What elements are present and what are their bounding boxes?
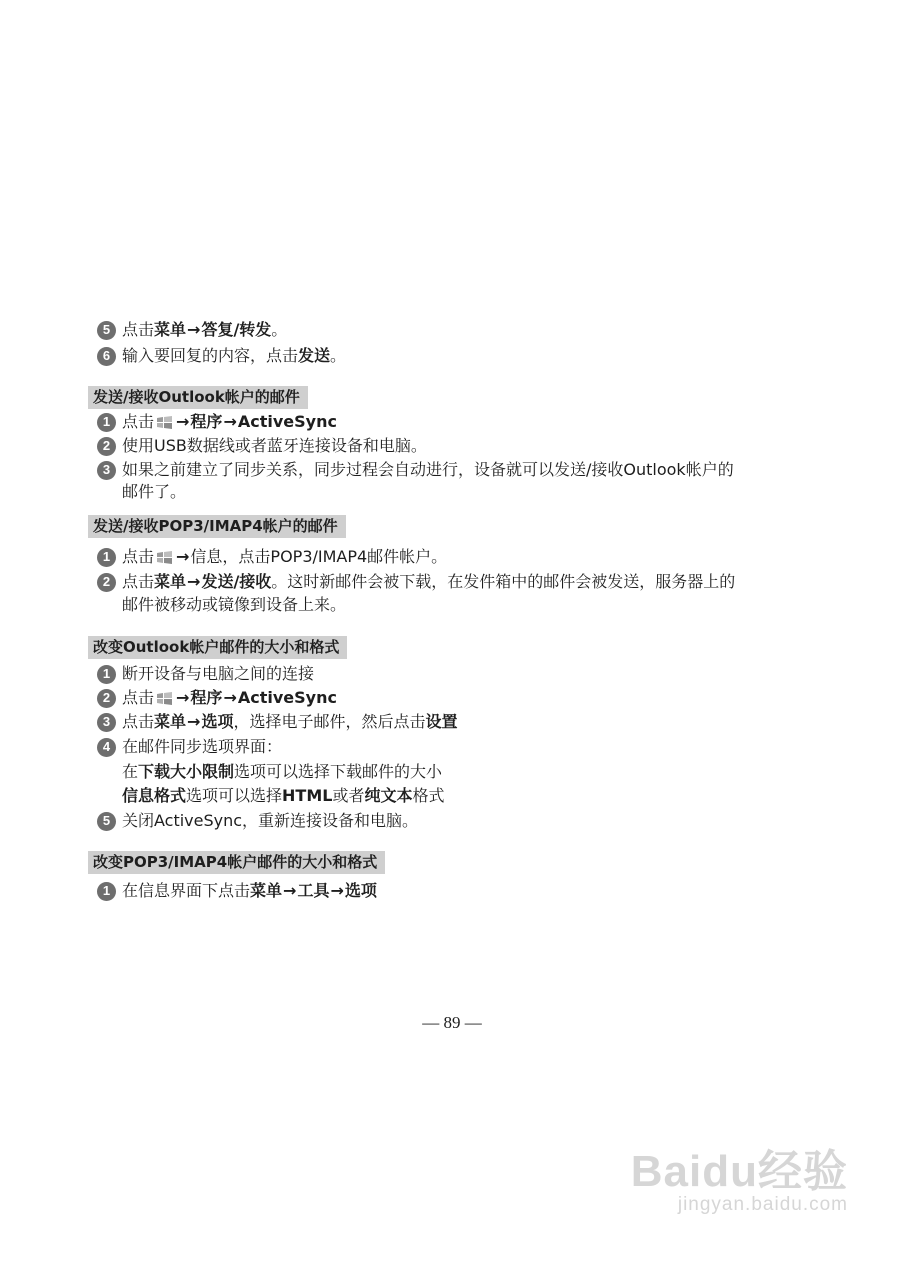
- step-badge: 2: [97, 573, 116, 592]
- step-badge: 3: [97, 461, 116, 480]
- menu-term: 选项: [201, 712, 234, 731]
- menu-term: 菜单: [154, 572, 187, 591]
- outlook-sync-step-3: [97, 459, 734, 481]
- baidu-jingyan-logo: Baidu经验: [630, 1147, 848, 1196]
- outlook-sync-step-2: [97, 435, 427, 457]
- pop3-step-1: [97, 546, 447, 568]
- menu-term: 菜单: [154, 712, 187, 731]
- step-badge: 3: [97, 713, 116, 732]
- step-text: 。: [271, 320, 288, 339]
- step-text: 使用USB数据线或者蓝牙连接设备和电脑。: [122, 436, 427, 455]
- arrow-icon: →: [176, 688, 190, 707]
- step-text: 点击: [122, 572, 155, 591]
- menu-term: ActiveSync: [237, 688, 337, 707]
- option-term: HTML: [282, 786, 333, 805]
- menu-term: 设置: [425, 712, 458, 731]
- step-text: 在: [122, 762, 139, 781]
- step-text: 点击: [122, 712, 155, 731]
- pop3-step-2-cont: 邮件被移动或镜像到设备上来。: [122, 595, 347, 614]
- outlook-sync-step-1: [97, 411, 337, 433]
- step-text: 断开设备与电脑之间的连接: [122, 664, 315, 683]
- step-text: 在信息界面下点击: [122, 881, 251, 900]
- step-text: 信息，点击POP3/IMAP4邮件帐户。: [190, 547, 448, 566]
- watermark-url: jingyan.baidu.com: [677, 1194, 848, 1215]
- outlook-size-sub-1: [122, 761, 442, 783]
- arrow-icon: →: [187, 572, 201, 591]
- pop3-size-step-1: [97, 880, 377, 902]
- menu-term: 选项: [344, 881, 377, 900]
- outlook-size-step-4: [97, 736, 282, 758]
- menu-term: ActiveSync: [237, 412, 337, 431]
- step-text: 选项可以选择: [186, 786, 283, 805]
- step-text: 点击: [122, 412, 155, 431]
- step-badge: 4: [97, 738, 116, 757]
- option-term: 纯文本: [364, 786, 413, 805]
- step-badge: 6: [97, 347, 116, 366]
- step-text: 格式: [412, 786, 445, 805]
- windows-start-icon: [156, 415, 173, 430]
- arrow-icon: →: [283, 881, 297, 900]
- step-badge: 2: [97, 689, 116, 708]
- windows-start-icon: [156, 691, 173, 706]
- menu-term: 程序: [190, 412, 223, 431]
- intro-step-6: [97, 345, 346, 367]
- step-badge: 1: [97, 413, 116, 432]
- arrow-icon: →: [187, 712, 201, 731]
- outlook-sync-step-3-cont: 邮件了。: [122, 482, 187, 501]
- section-heading-outlook-size: 改变Outlook帐户邮件的大小和格式: [88, 636, 347, 659]
- step-text: 关闭ActiveSync，重新连接设备和电脑。: [122, 811, 419, 830]
- outlook-size-step-2: [97, 687, 337, 709]
- section-heading-pop3: 发送/接收POP3/IMAP4帐户的邮件: [88, 515, 346, 538]
- step-badge: 1: [97, 665, 116, 684]
- step-badge: 1: [97, 882, 116, 901]
- step-badge: 1: [97, 548, 116, 567]
- menu-term: 答复/转发: [201, 320, 272, 339]
- step-text: 输入要回复的内容，点击: [122, 346, 299, 365]
- step-text: 选项可以选择下载邮件的大小: [234, 762, 443, 781]
- menu-term: 菜单: [250, 881, 283, 900]
- section-heading-outlook-sync: 发送/接收Outlook帐户的邮件: [88, 386, 308, 409]
- arrow-icon: →: [176, 547, 190, 566]
- menu-term: 程序: [190, 688, 223, 707]
- menu-term: 发送/接收: [201, 572, 272, 591]
- watermark: [630, 1147, 848, 1216]
- option-term: 下载大小限制: [138, 762, 235, 781]
- arrow-icon: →: [223, 688, 237, 707]
- menu-term: 菜单: [154, 320, 187, 339]
- step-badge: 5: [97, 812, 116, 831]
- intro-step-5: [97, 319, 287, 341]
- step-text: 或者: [332, 786, 365, 805]
- option-term: 信息格式: [122, 786, 187, 805]
- step-text: ，选择电子邮件，然后点击: [233, 712, 426, 731]
- step-text: 在邮件同步选项界面：: [122, 737, 283, 756]
- arrow-icon: →: [330, 881, 344, 900]
- outlook-size-step-1: [97, 663, 314, 685]
- step-badge: 5: [97, 321, 116, 340]
- step-text: 点击: [122, 547, 155, 566]
- outlook-size-step-5: [97, 810, 418, 832]
- outlook-size-step-3: [97, 711, 457, 733]
- step-badge: 2: [97, 437, 116, 456]
- step-text: 点击: [122, 320, 155, 339]
- pop3-step-2: [97, 571, 735, 593]
- arrow-icon: →: [223, 412, 237, 431]
- step-text: 。这时新邮件会被下载，在发件箱中的邮件会被发送，服务器上的: [271, 572, 736, 591]
- step-text: 点击: [122, 688, 155, 707]
- step-text: 如果之前建立了同步关系，同步过程会自动进行，设备就可以发送/接收Outlook帐户的: [122, 460, 734, 479]
- outlook-size-sub-2: [122, 785, 445, 807]
- section-heading-pop3-size: 改变POP3/IMAP4帐户邮件的大小和格式: [88, 851, 385, 874]
- windows-start-icon: [156, 550, 173, 565]
- arrow-icon: →: [176, 412, 190, 431]
- menu-term: 发送: [298, 346, 331, 365]
- step-text: 。: [330, 346, 347, 365]
- arrow-icon: →: [187, 320, 201, 339]
- menu-term: 工具: [297, 881, 330, 900]
- page-number: — 89 —: [422, 1013, 482, 1032]
